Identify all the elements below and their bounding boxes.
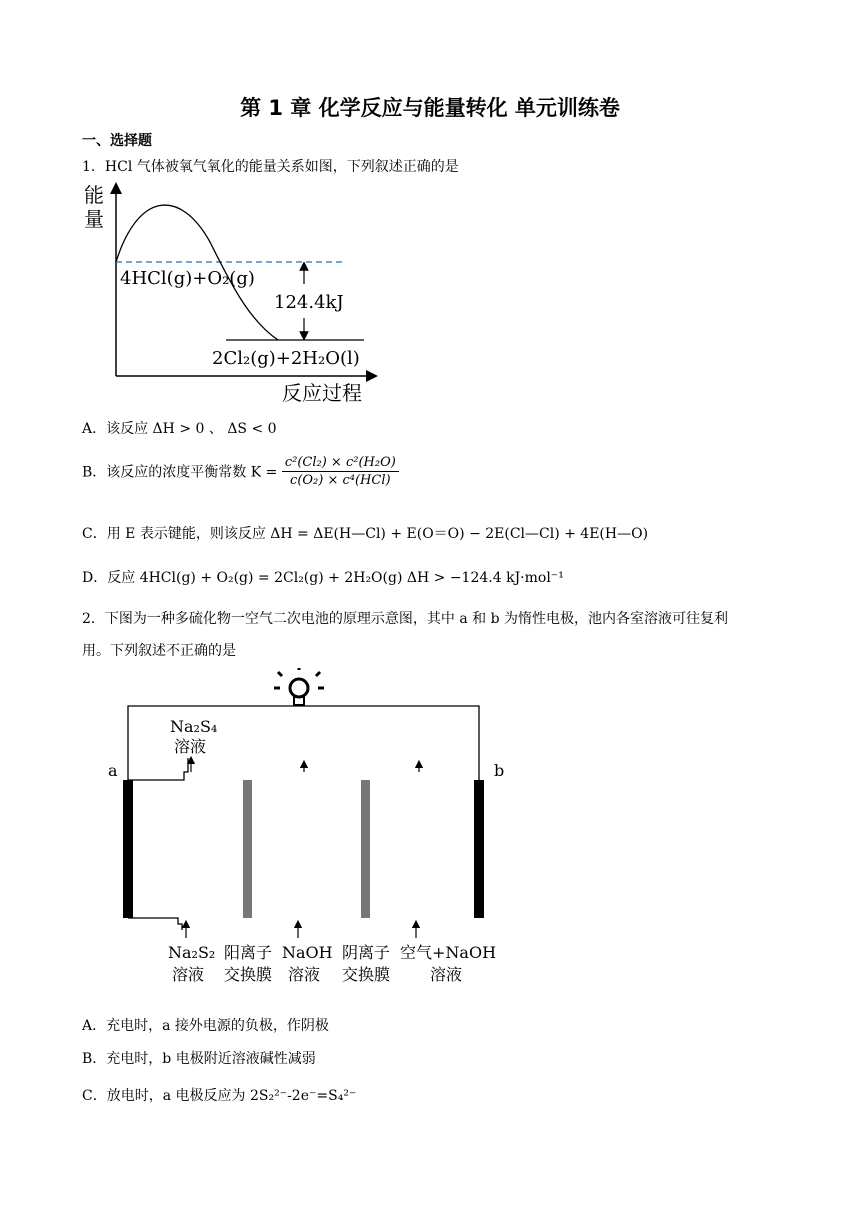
x-axis-label: 反应过程 — [282, 381, 362, 405]
reactants-label: 4HCl(g)+O₂(g) — [120, 268, 255, 289]
bottom-label-2-line1: 阳离子 — [224, 943, 273, 962]
electrode-a — [123, 780, 133, 918]
q2-option-c: C．放电时，a 电极反应为 2S₂²⁻-2e⁻=S₄²⁻ — [82, 1088, 357, 1104]
bottom-label-5-line2: 溶液 — [430, 965, 463, 984]
bottom-label-3-line2: 溶液 — [288, 965, 321, 984]
electrode-a-label: a — [108, 761, 118, 780]
q2-option-a: A．充电时，a 接外电源的负极，作阴极 — [82, 1018, 329, 1034]
bottom-label-1-line1: Na₂S₂ — [168, 943, 216, 962]
electrode-b-label: b — [494, 761, 505, 780]
y-axis-label-2: 量 — [84, 207, 104, 231]
bottom-label-1-line2: 溶液 — [172, 965, 205, 984]
section-heading: 一、选择题 — [82, 133, 152, 149]
y-axis-label-1: 能 — [84, 183, 104, 207]
fraction-numerator: c²(Cl₂) × c²(H₂O) — [282, 455, 399, 472]
q1-option-d: D．反应 4HCl(g) + O₂(g) = 2Cl₂(g) + 2H₂O(g) ΔH > −124.4 kJ·mol⁻¹ — [82, 570, 564, 586]
option-b-prefix: B．该反应的浓度平衡常数 K = — [82, 464, 278, 481]
top-label-line1: Na₂S₄ — [170, 717, 218, 736]
anion-exchange-membrane — [361, 780, 370, 918]
bottom-label-5-line1: 空气+NaOH — [400, 943, 497, 962]
q2-option-b: B．充电时，b 电极附近溶液碱性减弱 — [82, 1051, 316, 1067]
bottom-label-4-line1: 阴离子 — [342, 943, 391, 962]
bottom-label-3-line1: NaOH — [282, 943, 333, 962]
bottom-label-4-line2: 交换膜 — [342, 965, 391, 984]
cell-top-wall — [128, 758, 188, 780]
energy-diagram — [80, 180, 380, 405]
q2-stem-line1: 2．下图为一种多硫化物一空气二次电池的原理示意图，其中 a 和 b 为惰性电极，池内各室溶液可往复利 — [82, 611, 729, 627]
q1-stem: 1．HCl 气体被氧气氧化的能量关系如图，下列叙述正确的是 — [82, 159, 459, 175]
bottom-label-2-line2: 交换膜 — [224, 965, 273, 984]
electrode-b — [474, 780, 484, 918]
equilibrium-fraction — [282, 455, 399, 488]
q1-option-b — [82, 455, 399, 488]
q2-stem-line2: 用。下列叙述不正确的是 — [82, 643, 236, 659]
light-bulb-icon — [274, 668, 324, 705]
top-label-line2: 溶液 — [174, 737, 207, 756]
fraction-denominator: c(O₂) × c⁴(HCl) — [290, 473, 391, 488]
q1-option-c: C．用 E 表示键能，则该反应 ΔH = ΔE(H—Cl) + E(O＝O) − 2E(Cl—Cl) + 4E(H—O) — [82, 526, 649, 542]
battery-diagram — [100, 668, 520, 990]
page-title: 第 1 章 化学反应与能量转化 单元训练卷 — [240, 96, 620, 120]
energy-gap-label: 124.4kJ — [274, 292, 344, 313]
q1-option-a: A．该反应 ΔH > 0 、 ΔS < 0 — [82, 421, 277, 437]
cell-bottom-wall — [128, 918, 182, 930]
cation-exchange-membrane — [243, 780, 252, 918]
products-label: 2Cl₂(g)+2H₂O(l) — [212, 348, 360, 369]
